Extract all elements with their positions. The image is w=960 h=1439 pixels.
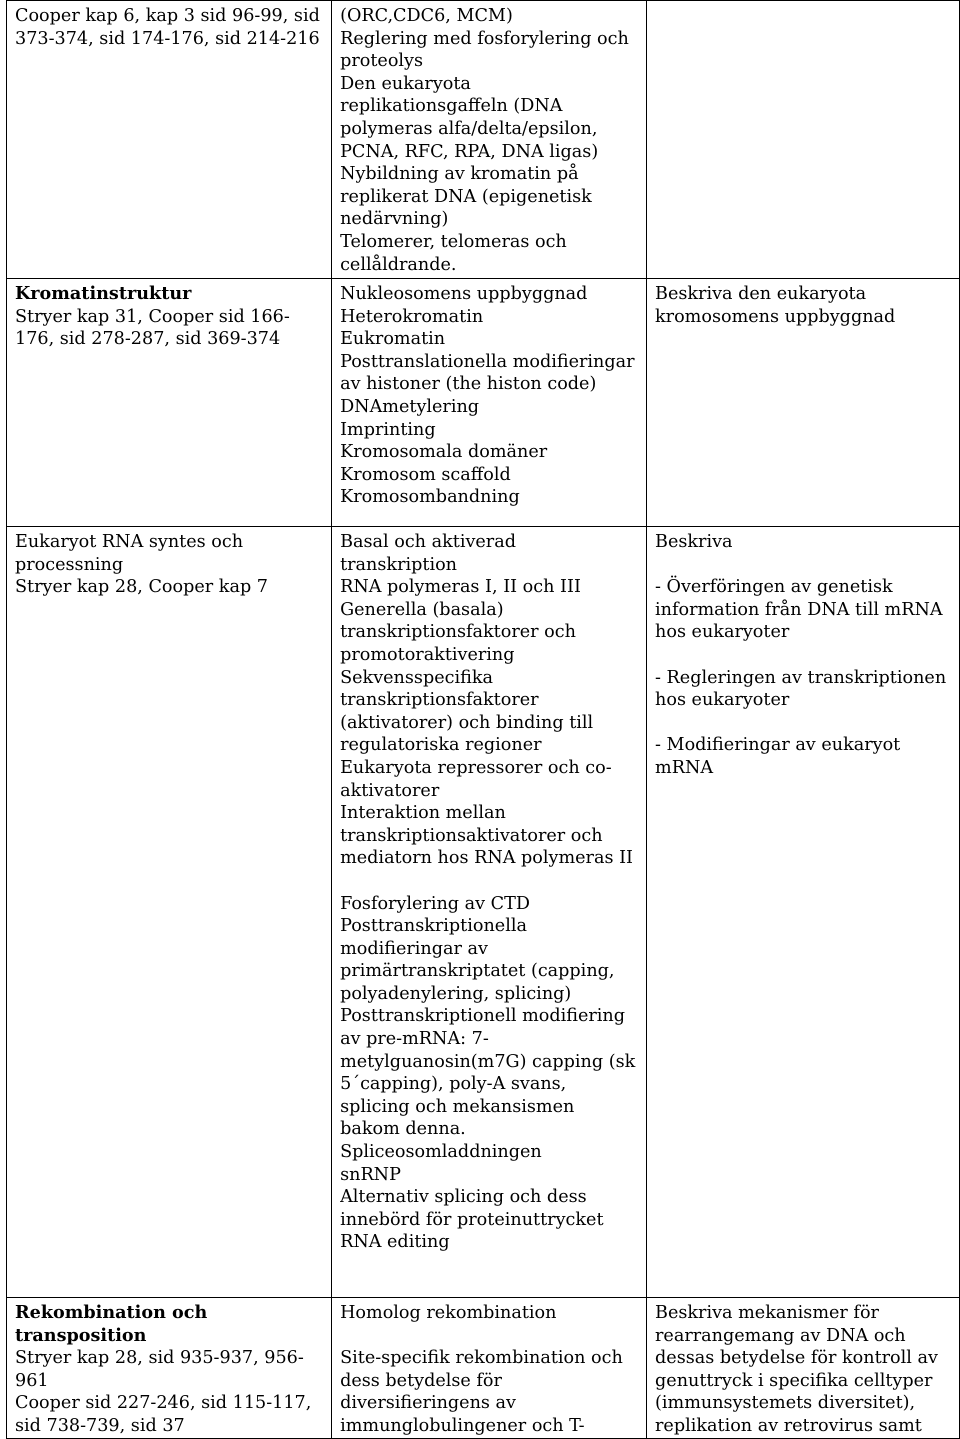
content-line: DNAmetylering	[340, 396, 480, 417]
goals-cell	[647, 279, 960, 527]
topic-title: Rekombination och transposition	[15, 1302, 214, 1346]
reading-text: Cooper kap 6, kap 3 sid 96-99, sid 373-374, sid 174-176, sid 214-216	[15, 6, 326, 49]
content-line: Kromosombandning	[340, 487, 520, 508]
goal-text: - Modifieringar av eukaryot mRNA	[655, 735, 906, 778]
content-line: Sekvensspecifika transkriptionsfaktorer (aktivatorer) och binding till regulatoriska regioner	[340, 667, 599, 756]
content-line: Posttranslationella modifieringar av histoner (the histon code)	[340, 351, 641, 395]
reading-cell	[7, 1298, 332, 1439]
content-line: Eukromatin	[340, 329, 446, 350]
reading-cell	[7, 527, 332, 1298]
content-line: Spliceosomladdningen	[340, 1142, 542, 1163]
goal-text: - Överföringen av genetisk information från DNA till mRNA hos eukaryoter	[655, 577, 949, 643]
content-line: RNA polymeras I, II och III	[340, 577, 581, 598]
goals-cell	[647, 527, 960, 1298]
content-line: Site-specifik rekombination och dess betydelse för diversifieringens av immunglobulingener och T-	[340, 1348, 629, 1436]
content-line: Fosforylering av CTD	[340, 893, 530, 914]
table-row	[7, 1298, 960, 1439]
goals-cell	[647, 1298, 960, 1439]
content-cell	[332, 279, 647, 527]
content-line: Telomerer, telomeras och cellåldrande.	[340, 231, 573, 275]
content-line: Posttranskriptionell modifiering av pre-mRNA: 7-metylguanosin(m7G) capping (sk 5´capping), poly-A svans, splicing och mekansismen bakom denna.	[340, 1006, 641, 1140]
content-line: Basal och aktiverad transkription	[340, 532, 522, 575]
content-line: Homolog rekombination	[340, 1303, 557, 1323]
reading-text: Stryer kap 31, Cooper sid 166-176, sid 278-287, sid 369-374	[15, 306, 290, 350]
spacer	[340, 870, 638, 893]
content-cell	[332, 1298, 647, 1439]
reading-text: Eukaryot RNA syntes och processning Stryer kap 28, Cooper kap 7	[15, 532, 268, 598]
reading-cell	[7, 279, 332, 527]
table-row	[7, 527, 960, 1298]
content-cell	[332, 1, 647, 279]
content-line: Kromosom scaffold	[340, 464, 511, 485]
content-line: Interaktion mellan transkriptionsaktivatorer och mediatorn hos RNA polymeras II	[340, 803, 633, 869]
course-content-table	[6, 0, 960, 1439]
goals-cell	[647, 1, 960, 279]
reading-text: Stryer kap 28, sid 935-937, 956-961 Cooper sid 227-246, sid 115-117, sid 738-739, sid 37	[15, 1348, 312, 1436]
content-line: Generella (basala) transkriptionsfaktorer och promotoraktivering	[340, 599, 582, 665]
table-row	[7, 1, 960, 279]
content-line: Alternativ splicing och dess innebörd för proteinuttrycket	[340, 1187, 604, 1230]
content-line: Imprinting	[340, 419, 436, 440]
table-row	[7, 279, 960, 527]
spacer	[340, 1325, 638, 1348]
content-line: Kromosomala domäner	[340, 442, 548, 463]
content-line: (ORC,CDC6, MCM)	[340, 6, 513, 26]
content-line: Heterokromatin	[340, 306, 484, 327]
goal-text: Beskriva mekanismer för rearrangemang av DNA och dessas betydelse för kontroll av genuttryck i specifika celltyper (immunsystemets diversitet), replikation av retrovirus samt	[655, 1303, 944, 1436]
goal-text: Beskriva den eukaryota kromosomens uppbyggnad	[655, 284, 896, 327]
content-line: Eukaryota repressorer och co-aktivatorer	[340, 757, 612, 801]
content-line: snRNP	[340, 1164, 401, 1185]
content-line: Posttranskriptionella modifieringar av primärtranskriptatet (capping, polyadenylering, splicing)	[340, 916, 621, 1004]
content-line: Nukleosomens uppbyggnad	[340, 284, 588, 304]
topic-title: Kromatinstruktur	[15, 283, 192, 304]
reading-cell	[7, 1, 332, 279]
content-line: Den eukaryota replikationsgaffeln (DNA polymeras alfa/delta/epsilon, PCNA, RFC, RPA, DNA ligas)	[340, 73, 604, 162]
goal-text: - Regleringen av transkriptionen hos eukaryoter	[655, 667, 952, 711]
goal-text: Beskriva	[655, 532, 733, 552]
content-line: Nybildning av kromatin på replikerat DNA (epigenetisk nedärvning)	[340, 164, 598, 230]
content-line: Reglering med fosforylering och proteolys	[340, 28, 635, 72]
content-line: RNA editing	[340, 1232, 450, 1253]
content-cell	[332, 527, 647, 1298]
